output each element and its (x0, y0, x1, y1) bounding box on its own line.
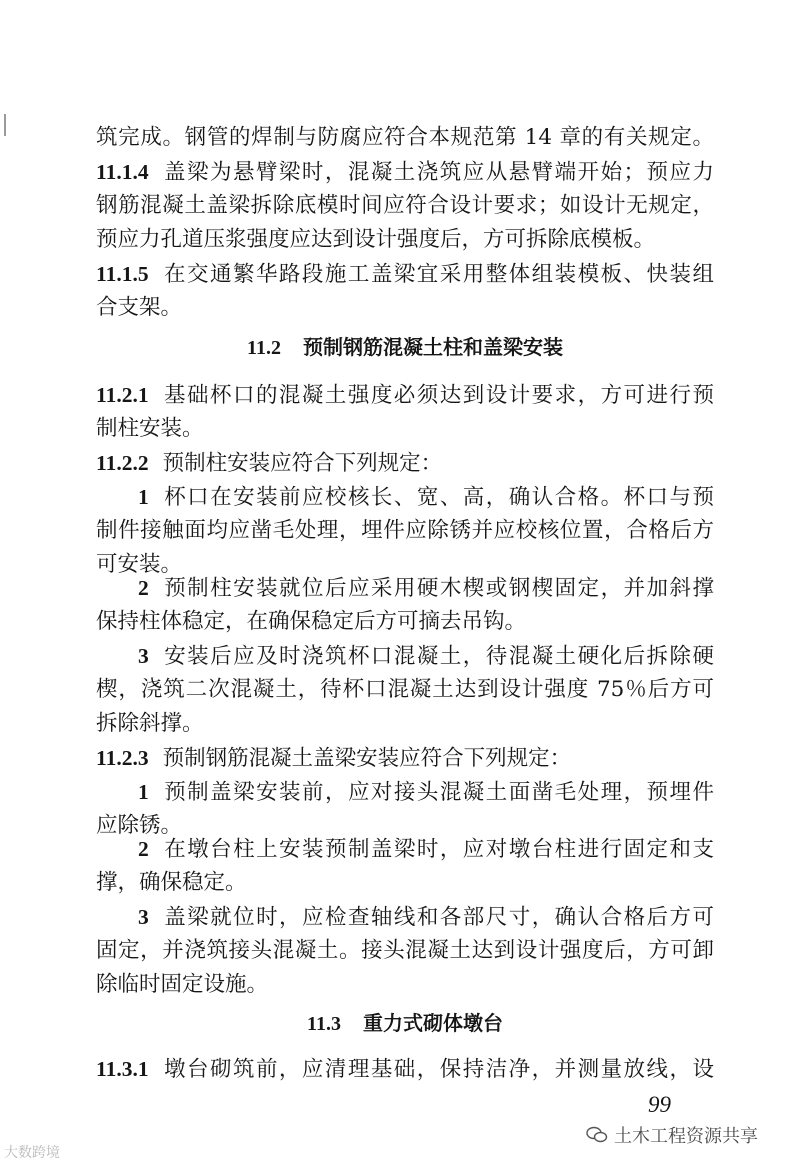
clause-text: 基础杯口的混凝土强度必须达到设计要求，方可进行预 (162, 383, 714, 408)
item-number: 1 (138, 485, 149, 509)
item-number: 3 (138, 905, 149, 929)
clause-11-2-3 (96, 741, 714, 775)
scan-edge-mark (4, 114, 6, 136)
list-item-1 (138, 775, 714, 809)
item-number: 1 (138, 780, 149, 804)
watermark-right-text: 土木工程资源共享 (614, 1126, 758, 1147)
paragraph-line: 固定，并浇筑接头混凝土。接头混凝土达到设计强度后，方可卸 (96, 938, 714, 963)
clause-11-3-1 (96, 1052, 714, 1086)
wechat-icon (586, 1126, 608, 1144)
list-item-3 (138, 639, 714, 673)
item-number: 2 (138, 576, 149, 600)
list-item-1 (138, 480, 714, 514)
paragraph-line: 应除锈。 (96, 813, 183, 838)
item-text: 预制柱安装就位后应采用硬木楔或钢楔固定，并加斜撑 (162, 576, 714, 601)
section-heading-11-3 (96, 1006, 714, 1040)
item-number: 2 (138, 837, 149, 861)
section-title: 重力式砌体墩台 (362, 1011, 503, 1035)
list-item-2 (138, 571, 714, 605)
page-number: 99 (648, 1092, 671, 1117)
watermark-left (4, 1142, 60, 1162)
clause-number: 11.2.1 (96, 383, 149, 407)
item-number: 3 (138, 644, 149, 668)
paragraph-line: 预应力孔道压浆强度应达到设计强度后，方可拆除底模板。 (96, 227, 656, 252)
clause-11-1-5 (96, 257, 714, 291)
item-text: 盖梁就位时，应检查轴线和各部尺寸，确认合格后方可 (162, 905, 714, 930)
clause-11-2-2 (96, 446, 714, 480)
item-text: 安装后应及时浇筑杯口混凝土，待混凝土硬化后拆除硬 (162, 644, 714, 669)
paragraph-line: 制件接触面均应凿毛处理，埋件应除锈并应校核位置，合格后方 (96, 518, 714, 543)
paragraph-line: 钢筋混凝土盖梁拆除底模时间应符合设计要求；如设计无规定， (96, 193, 714, 218)
paragraph-line: 合支架。 (96, 295, 183, 320)
clause-number: 11.1.5 (96, 262, 149, 286)
section-heading-11-2 (96, 330, 714, 364)
clause-11-1-4 (96, 155, 714, 189)
paragraph-line: 拆除斜撑。 (96, 711, 204, 736)
paragraph-line: 撑，确保稳定。 (96, 870, 247, 895)
clause-text: 在交通繁华路段施工盖梁宜采用整体组装模板、快装组 (162, 262, 714, 287)
clause-11-2-1 (96, 378, 714, 412)
section-title: 预制钢筋混凝土柱和盖梁安装 (302, 335, 563, 359)
list-item-3 (138, 900, 714, 934)
section-number: 11.2 (247, 337, 281, 359)
clause-text: 预制柱安装应符合下列规定： (162, 451, 443, 476)
clause-number: 11.2.3 (96, 746, 149, 770)
clause-text: 盖梁为悬臂梁时，混凝土浇筑应从悬臂端开始；预应力 (162, 160, 714, 185)
paragraph-line: 保持柱体稳定，在确保稳定后方可摘去吊钩。 (96, 609, 527, 634)
list-item-2 (138, 832, 714, 866)
clause-text: 墩台砌筑前，应清理基础，保持洁净，并测量放线，设 (162, 1057, 714, 1082)
clause-number: 11.2.2 (96, 451, 149, 475)
paragraph-line: 楔，浇筑二次混凝土，待杯口混凝土达到设计强度 75％后方可 (96, 677, 714, 702)
watermark-left-text: 大数跨境 (4, 1145, 60, 1161)
watermark-right (586, 1122, 758, 1148)
paragraph-line: 除临时固定设施。 (96, 972, 269, 997)
section-number: 11.3 (307, 1013, 341, 1035)
paragraph-line: 筑完成。钢管的焊制与防腐应符合本规范第 14 章的有关规定。 (96, 125, 714, 150)
item-text: 杯口在安装前应校核长、宽、高，确认合格。杯口与预 (162, 485, 714, 510)
paragraph-line: 可安装。 (96, 552, 183, 577)
item-text: 在墩台柱上安装预制盖梁时，应对墩台柱进行固定和支 (162, 837, 714, 862)
item-text: 预制盖梁安装前，应对接头混凝土面凿毛处理，预埋件 (162, 780, 714, 805)
clause-text: 预制钢筋混凝土盖梁安装应符合下列规定： (162, 746, 572, 771)
paragraph-line: 制柱安装。 (96, 416, 204, 441)
clause-number: 11.3.1 (96, 1057, 149, 1081)
clause-number: 11.1.4 (96, 160, 149, 184)
